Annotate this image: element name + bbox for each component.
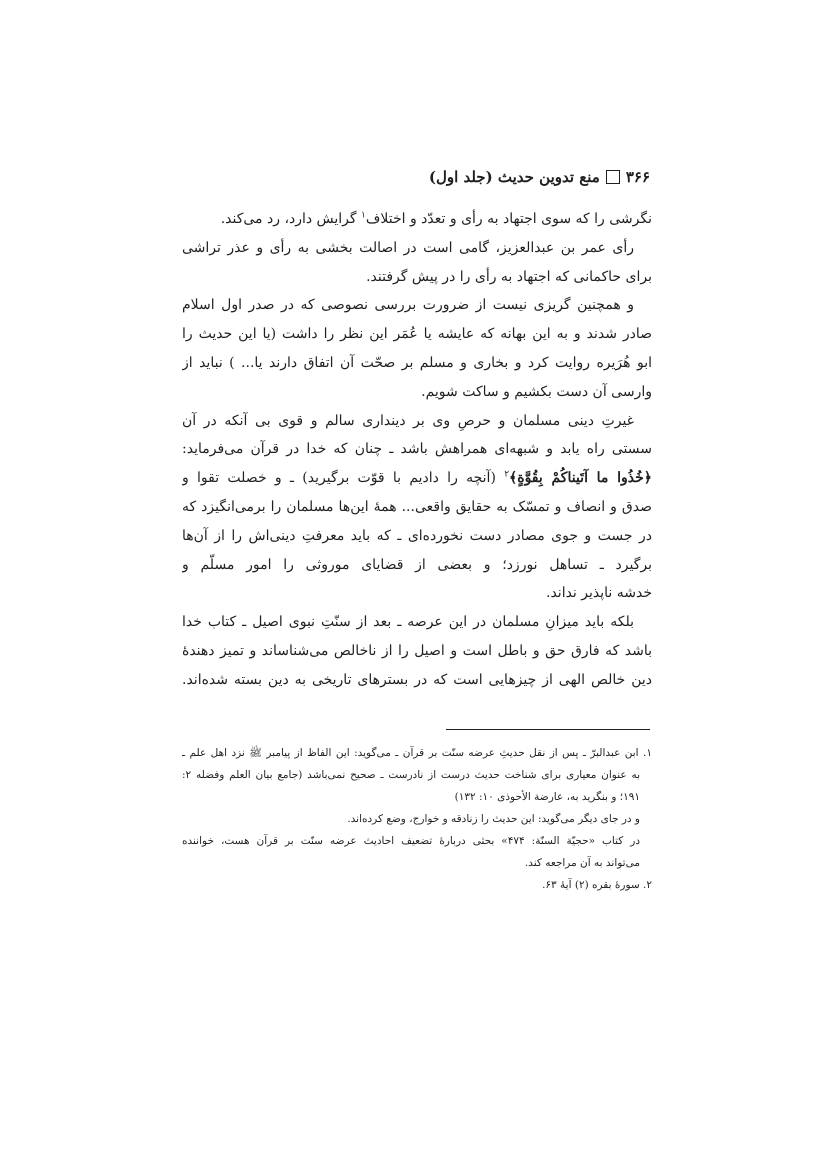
paragraph-line: صادر شدند و به این بهانه که عایشه یا عُمَر این نظر را داشت (یا این حدیث را — [182, 326, 652, 343]
paragraph-line: سستی راه یابد و شبهه‌ای همراهش باشد ـ چنان که خدا در قرآن می‌فرماید: — [182, 441, 652, 458]
paragraph-line: در جست و جوی مصادر دست نخورده‌ای ـ که باید معرفتِ دینی‌اش را از آن‌ها — [182, 527, 652, 544]
paragraph-line: ابو هُرَیره روایت کرد و بخاری و مسلم بر صحّت آن اتفاق دارند یا... ) نباید از — [182, 354, 652, 371]
paragraph-line: برگیرد ـ تساهل نورزد؛ و بعضی از قضایای موروثی را امور مسلّم و — [182, 556, 652, 573]
running-header — [429, 168, 650, 186]
footnote-divider — [446, 729, 650, 730]
footnote-line: ۱۹۱؛ و بنگرید به، عارضة الأحوذی ۱۰: ۱۳۲) — [454, 791, 640, 803]
footnote-line: ۲. سورهٔ بقره (۲) آیهٔ ۶۳. — [542, 879, 652, 891]
paragraph-line: بلکه باید میزانِ مسلمان در این عرصه ـ بعد از سنّتِ نبوی اصیل ـ کتاب خدا — [182, 614, 634, 631]
footnotes — [182, 742, 652, 896]
paragraph-line: خدشه ناپذیر نداند. — [546, 585, 652, 602]
paragraph-line: رأی عمر بن عبدالعزیز، گامی است در اصالت بخشی به رأی و عذر تراشی — [182, 239, 634, 256]
quran-verse: ﴿خُذُوا ما آتَیناکُمْ بِقُوَّةٍ﴾ — [509, 470, 652, 487]
square-ornament-icon — [606, 170, 620, 184]
footnote-line: و در جای دیگر می‌گوید: این حدیث را زنادقه و خوارج، وضع کرده‌اند. — [347, 813, 640, 825]
footnote-line: به عنوان معیاری برای شناخت حدیث درست از نادرست ـ صحیح نمی‌باشد (جامع بیان العلم وفضله ۲: — [182, 769, 640, 781]
paragraph-line: و همچنین گریزی نیست از ضرورت بررسی نصوصی که در صدر اول اسلام — [182, 297, 634, 314]
footnote-ref: ۱ — [361, 210, 366, 221]
paragraph-line: ﴿خُذُوا ما آتَیناکُمْ بِقُوَّةٍ﴾$^۲$ (آنچه را دادیم با قوّت برگیرید) ـ و خصلت تقوا و — [182, 469, 652, 487]
page-number: ۳۶۶ — [625, 168, 650, 186]
paragraph-line: وارسی آن دست بکشیم و ساکت شویم. — [421, 383, 652, 400]
footnote-line: در کتاب «حجیّة السنّة: ۴۷۴» بحثی دربارهٔ تضعیف احادیث عرضه سنّت بر قرآن هست، خواننده — [182, 835, 640, 847]
paragraph-line: دین خالص الهی از چیزهایی است که در بسترهای تاریخی به دین بسته شده‌اند. — [182, 671, 652, 688]
paragraph-line: صدق و انصاف و تمسّک به حقایق واقعی... همهٔ این‌ها مسلمان را برمی‌انگیزد که — [182, 498, 652, 515]
main-text — [182, 205, 652, 695]
footnote-line: می‌تواند به آن مراجعه کند. — [524, 857, 640, 869]
paragraph-line: نگرشی را که سوی اجتهاد به رأی و تعدّد و اختلاف$^۱$ گرایش دارد، رد می‌کند. — [220, 210, 652, 227]
book-title: منع تدوین حدیث (جلد اول) — [428, 168, 600, 186]
paragraph-line: برای حاکمانی که اجتهاد به رأی را در پیش گرفتند. — [366, 268, 652, 285]
footnote-line: ۱. ابن عبدالبرّ ـ پس از نقل حدیثِ عرضه سنّت بر قرآن ـ می‌گوید: این الفاظ از پیامبر ﷺ نزد اهل علم ـ — [182, 747, 652, 759]
paragraph-line: باشد که فارق حق و باطل است و اصیل را از ناخالص می‌شناساند و تمیز دهندهٔ — [182, 642, 652, 659]
paragraph-line: غیرتِ دینی مسلمان و حرصِ وی بر دینداری سالم و قوی بی آنکه در آن — [182, 412, 634, 429]
footnote-ref: ۲ — [504, 469, 510, 480]
